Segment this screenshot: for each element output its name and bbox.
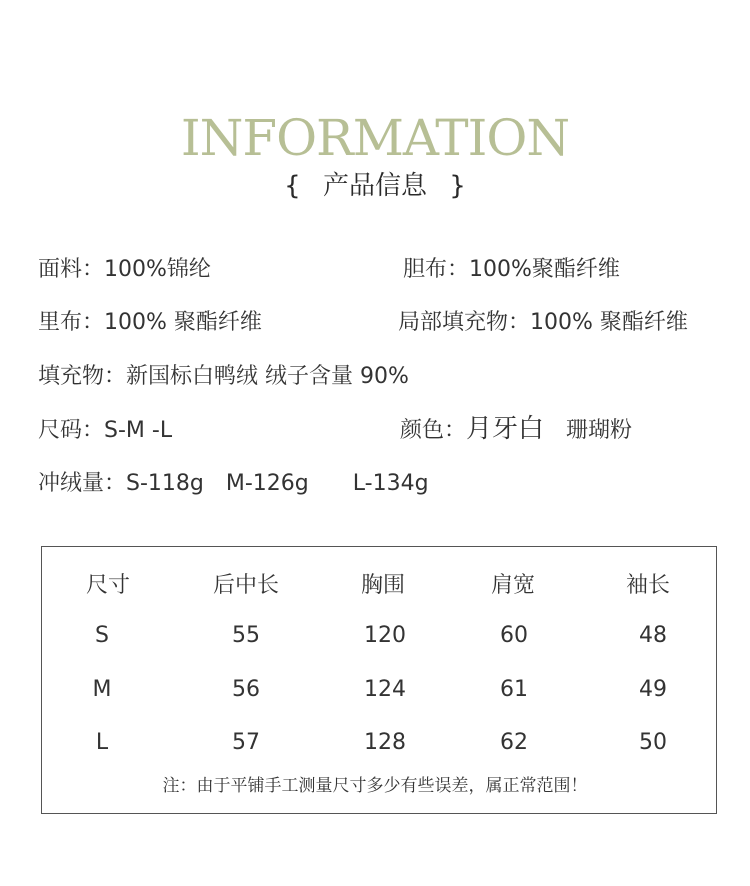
- table-cell: 55: [232, 623, 260, 648]
- table-cell: 128: [364, 730, 406, 755]
- info-fill-weight-m: M-126g: [225, 471, 309, 496]
- table-cell: 48: [639, 623, 667, 648]
- brace-open: {: [284, 171, 301, 201]
- table-note: 注：由于平铺手工测量尺寸多少有些误差，属正常范围！: [162, 776, 588, 796]
- info-fill-weight-label: 冲绒量：: [38, 471, 127, 496]
- page-subtitle: [0, 166, 750, 206]
- info-fill-weight-s: S-118g: [126, 471, 204, 496]
- info-liner: 胆布：100%聚酯纤维: [403, 257, 620, 282]
- table-cell: 50: [639, 730, 667, 755]
- table-cell: 57: [232, 730, 260, 755]
- table-cell: M: [92, 677, 112, 702]
- table-header-shoulder: 肩宽: [490, 573, 535, 598]
- info-size: 尺码：S-M -L: [38, 418, 173, 443]
- info-lining: 里布：100% 聚酯纤维: [38, 310, 262, 335]
- table-cell: 120: [364, 623, 406, 648]
- info-fabric: 面料：100%锦纶: [38, 257, 211, 282]
- table-header-size: 尺寸: [85, 573, 130, 598]
- brace-close: }: [449, 171, 466, 201]
- table-cell: 124: [364, 677, 406, 702]
- table-cell: 56: [232, 677, 260, 702]
- table-cell: 49: [639, 677, 667, 702]
- table-cell: 60: [500, 623, 528, 648]
- table-cell: L: [95, 730, 109, 755]
- table-cell: 62: [500, 730, 528, 755]
- info-color-1: 月牙白: [466, 414, 545, 444]
- info-color: [400, 414, 632, 446]
- info-color-2: 珊瑚粉: [566, 418, 633, 443]
- subtitle-text: 产品信息: [322, 171, 427, 201]
- info-partial-fill: 局部填充物：100% 聚酯纤维: [398, 310, 688, 335]
- info-filling: 填充物：新国标白鸭绒 绒子含量 90%: [38, 364, 409, 389]
- table-header-sleeve: 袖长: [625, 573, 670, 598]
- info-color-label: 颜色：: [400, 418, 467, 443]
- table-header-back-length: 后中长: [212, 573, 279, 598]
- info-fill-weight-l: L-134g: [352, 471, 429, 496]
- page-title: INFORMATION: [180, 109, 570, 167]
- table-cell: S: [95, 623, 109, 648]
- table-cell: 61: [500, 677, 528, 702]
- table-header-chest: 胸围: [360, 573, 405, 598]
- info-fill-weight: [38, 469, 429, 499]
